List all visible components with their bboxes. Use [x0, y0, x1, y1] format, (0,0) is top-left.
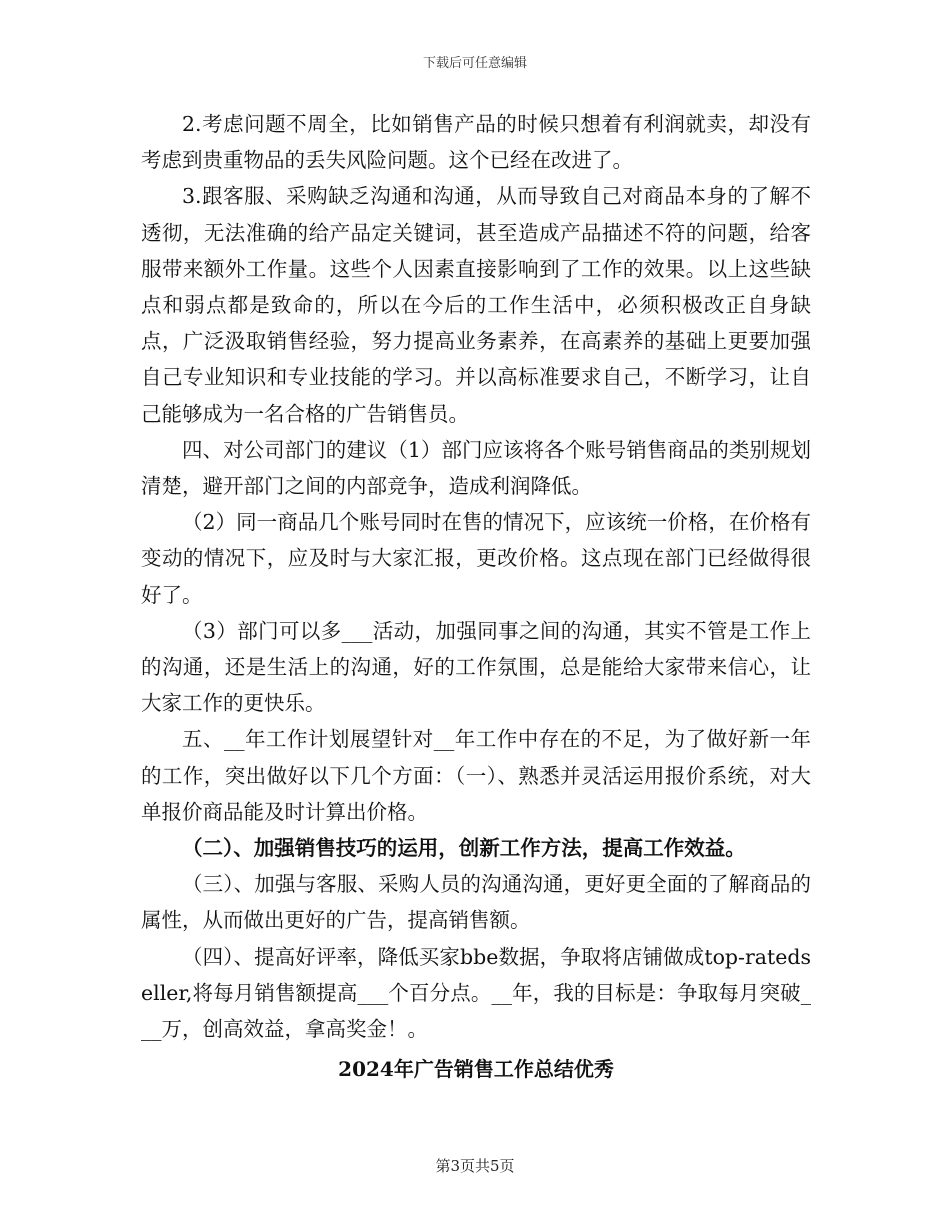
page-footer: 第3页共5页	[435, 1157, 515, 1175]
paragraph-suggestion-3: （3）部门可以多___活动，加强同事之间的沟通，其实不管是工作上的沟通，还是生活上的沟通，好的工作氛围，总是能给大家带来信心，让大家工作的更快乐。	[141, 618, 811, 716]
section-heading: 2024年广告销售工作总结优秀	[338, 1057, 614, 1082]
paragraph-suggestion-1: 四、对公司部门的建议（1）部门应该将各个账号销售商品的类别规划清楚，避开部门之间的内部竞争，造成利润降低。	[141, 437, 811, 499]
paragraph-plan-item-2: （二）、加强销售技巧的运用，创新工作方法，提高工作效益。	[182, 836, 746, 861]
paragraph-plan-item-4: （四）、提高好评率，降低买家bbe数据，争取将店铺做成top-ratedseller,将每月销售额提高___个百分点。__年，我的目标是：争取每月突破___万，创高效益，拿高奖金！。	[141, 944, 811, 1042]
paragraph-plan-item-3: （三）、加强与客服、采购人员的沟通沟通，更好更全面的了解商品的属性，从而做出更好的广告，提高销售额。	[141, 872, 811, 933]
document-body	[141, 106, 811, 1087]
paragraph-consideration: 2.考虑问题不周全，比如销售产品的时候只想着有利润就卖，却没有考虑到贵重物品的丢失风险问题。这个已经在改进了。	[141, 112, 811, 173]
page-header: 下载后可任意编辑	[422, 56, 527, 71]
paragraph-communication: 3.跟客服、采购缺乏沟通和沟通，从而导致自己对商品本身的了解不透彻，无法准确的给产品定关键词，甚至造成产品描述不符的问题，给客服带来额外工作量。这些个人因素直接影响到了工作的效果。以上这些缺点和弱点都是致命的，所以在今后的工作生活中，必须积极改正自身缺点，广泛汲取销售经验，努力提高业务素养，在高素养的基础上更要加强自己专业知识和专业技能的学习。并以高标准要求自己，不断学习，让自己能够成为一名合格的广告销售员。	[141, 184, 811, 426]
paragraph-work-plan: 五、__年工作计划展望针对__年工作中存在的不足，为了做好新一年的工作，突出做好以下几个方面：（一）、熟悉并灵活运用报价系统，对大单报价商品能及时计算出价格。	[141, 727, 811, 824]
paragraph-suggestion-2: （2）同一商品几个账号同时在售的情况下，应该统一价格，在价格有变动的情况下，应及时与大家汇报，更改价格。这点现在部门已经做得很好了。	[141, 510, 811, 607]
